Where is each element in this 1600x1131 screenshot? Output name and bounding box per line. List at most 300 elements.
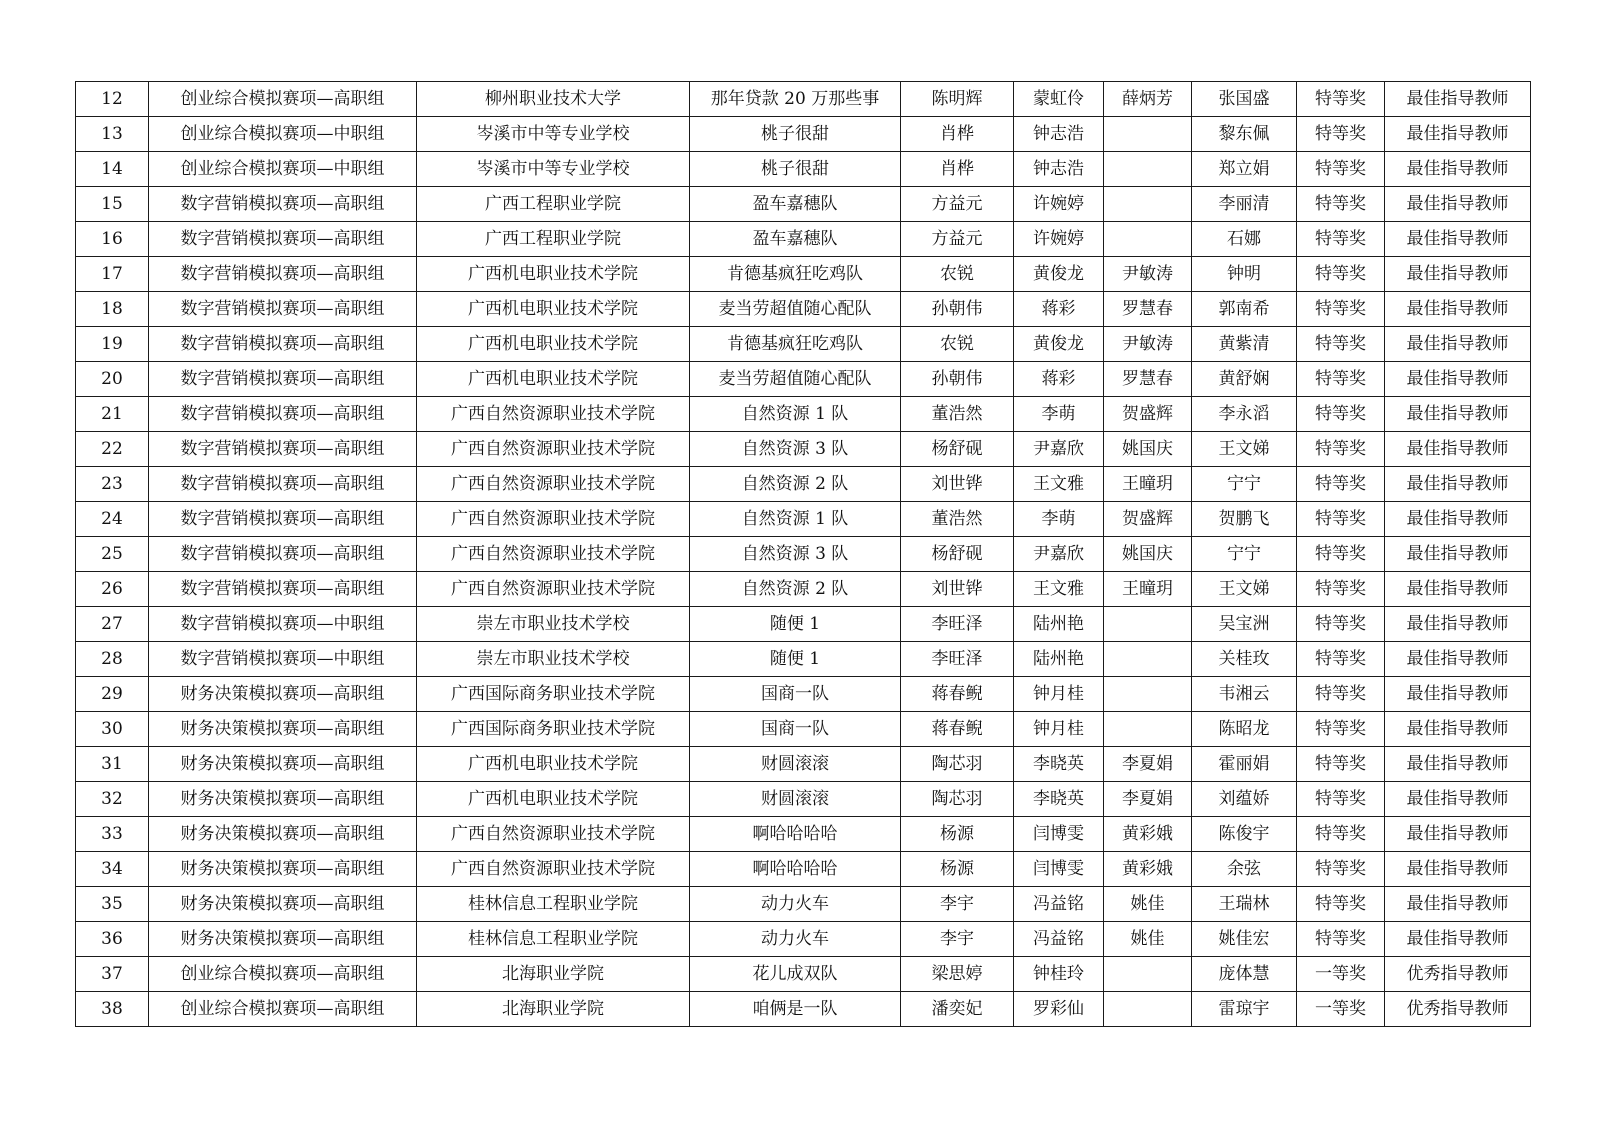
cell-teacher: 雷琼宇 (1192, 992, 1297, 1027)
cell-member3: 姚佳 (1104, 887, 1192, 922)
cell-honor: 最佳指导教师 (1385, 572, 1531, 607)
cell-no: 12 (76, 82, 149, 117)
cell-member3: 王曈玥 (1104, 467, 1192, 502)
cell-event: 数字营销模拟赛项—高职组 (149, 397, 417, 432)
cell-award: 特等奖 (1297, 432, 1385, 467)
cell-member1: 董浩然 (901, 397, 1014, 432)
table-row (76, 747, 1531, 782)
cell-no: 14 (76, 152, 149, 187)
cell-team: 随便 1 (690, 607, 901, 642)
cell-member1: 陈明辉 (901, 82, 1014, 117)
cell-member2: 钟桂玲 (1014, 957, 1104, 992)
cell-no: 20 (76, 362, 149, 397)
cell-member1: 刘世铧 (901, 572, 1014, 607)
cell-event: 数字营销模拟赛项—高职组 (149, 502, 417, 537)
cell-member2: 罗彩仙 (1014, 992, 1104, 1027)
cell-no: 34 (76, 852, 149, 887)
cell-event: 数字营销模拟赛项—高职组 (149, 572, 417, 607)
cell-teacher: 钟明 (1192, 257, 1297, 292)
table-row (76, 327, 1531, 362)
cell-no: 15 (76, 187, 149, 222)
table-row (76, 117, 1531, 152)
table-row (76, 397, 1531, 432)
cell-member1: 杨源 (901, 817, 1014, 852)
cell-member2: 黄俊龙 (1014, 327, 1104, 362)
cell-award: 特等奖 (1297, 747, 1385, 782)
cell-member3: 贺盛辉 (1104, 502, 1192, 537)
cell-no: 19 (76, 327, 149, 362)
cell-school: 广西机电职业技术学院 (417, 292, 690, 327)
cell-event: 数字营销模拟赛项—中职组 (149, 607, 417, 642)
cell-no: 26 (76, 572, 149, 607)
cell-member3: 薛炳芳 (1104, 82, 1192, 117)
cell-teacher: 郭南希 (1192, 292, 1297, 327)
cell-award: 特等奖 (1297, 397, 1385, 432)
cell-honor: 最佳指导教师 (1385, 222, 1531, 257)
cell-member3 (1104, 642, 1192, 677)
cell-event: 财务决策模拟赛项—高职组 (149, 712, 417, 747)
cell-no: 13 (76, 117, 149, 152)
cell-award: 特等奖 (1297, 537, 1385, 572)
cell-award: 特等奖 (1297, 257, 1385, 292)
cell-member2: 冯益铭 (1014, 922, 1104, 957)
cell-honor: 最佳指导教师 (1385, 712, 1531, 747)
table-row (76, 537, 1531, 572)
cell-member2: 钟志浩 (1014, 117, 1104, 152)
cell-honor: 最佳指导教师 (1385, 677, 1531, 712)
cell-team: 花儿成双队 (690, 957, 901, 992)
cell-award: 特等奖 (1297, 782, 1385, 817)
cell-member1: 农锐 (901, 327, 1014, 362)
table-row (76, 607, 1531, 642)
cell-award: 特等奖 (1297, 712, 1385, 747)
cell-no: 30 (76, 712, 149, 747)
cell-teacher: 王文娣 (1192, 572, 1297, 607)
cell-teacher: 陈俊宇 (1192, 817, 1297, 852)
cell-member2: 闫博雯 (1014, 817, 1104, 852)
cell-school: 广西工程职业学院 (417, 187, 690, 222)
cell-award: 特等奖 (1297, 222, 1385, 257)
cell-honor: 优秀指导教师 (1385, 992, 1531, 1027)
cell-teacher: 吴宝洲 (1192, 607, 1297, 642)
cell-school: 崇左市职业技术学校 (417, 607, 690, 642)
cell-team: 桃子很甜 (690, 152, 901, 187)
cell-school: 广西机电职业技术学院 (417, 327, 690, 362)
cell-teacher: 郑立娟 (1192, 152, 1297, 187)
cell-award: 特等奖 (1297, 152, 1385, 187)
cell-member3: 罗慧春 (1104, 292, 1192, 327)
cell-teacher: 王文娣 (1192, 432, 1297, 467)
cell-member2: 王文雅 (1014, 572, 1104, 607)
cell-school: 广西机电职业技术学院 (417, 747, 690, 782)
cell-honor: 最佳指导教师 (1385, 817, 1531, 852)
cell-member3: 黄彩娥 (1104, 852, 1192, 887)
cell-team: 盈车嘉穗队 (690, 187, 901, 222)
cell-honor: 最佳指导教师 (1385, 117, 1531, 152)
cell-teacher: 韦湘云 (1192, 677, 1297, 712)
cell-honor: 最佳指导教师 (1385, 432, 1531, 467)
cell-team: 国商一队 (690, 677, 901, 712)
cell-member1: 李旺泽 (901, 642, 1014, 677)
cell-award: 特等奖 (1297, 607, 1385, 642)
cell-teacher: 刘蕴娇 (1192, 782, 1297, 817)
cell-member1: 刘世铧 (901, 467, 1014, 502)
cell-member1: 潘奕妃 (901, 992, 1014, 1027)
table-row (76, 82, 1531, 117)
cell-member2: 陆州艳 (1014, 607, 1104, 642)
cell-honor: 最佳指导教师 (1385, 642, 1531, 677)
cell-team: 随便 1 (690, 642, 901, 677)
cell-school: 广西工程职业学院 (417, 222, 690, 257)
cell-member3 (1104, 607, 1192, 642)
cell-teacher: 李永滔 (1192, 397, 1297, 432)
cell-teacher: 黄紫清 (1192, 327, 1297, 362)
cell-member3 (1104, 957, 1192, 992)
award-list-page (75, 81, 1530, 1027)
cell-school: 柳州职业技术大学 (417, 82, 690, 117)
cell-school: 北海职业学院 (417, 992, 690, 1027)
cell-team: 啊哈哈哈哈 (690, 852, 901, 887)
cell-school: 广西自然资源职业技术学院 (417, 502, 690, 537)
cell-school: 广西国际商务职业技术学院 (417, 677, 690, 712)
cell-no: 18 (76, 292, 149, 327)
cell-honor: 最佳指导教师 (1385, 852, 1531, 887)
cell-school: 桂林信息工程职业学院 (417, 887, 690, 922)
cell-award: 特等奖 (1297, 502, 1385, 537)
award-table-body (76, 82, 1531, 1027)
cell-member1: 李宇 (901, 922, 1014, 957)
table-row (76, 152, 1531, 187)
cell-team: 肯德基疯狂吃鸡队 (690, 327, 901, 362)
cell-honor: 最佳指导教师 (1385, 292, 1531, 327)
cell-honor: 最佳指导教师 (1385, 747, 1531, 782)
cell-member2: 尹嘉欣 (1014, 432, 1104, 467)
cell-no: 31 (76, 747, 149, 782)
cell-member1: 杨源 (901, 852, 1014, 887)
cell-award: 特等奖 (1297, 852, 1385, 887)
cell-no: 37 (76, 957, 149, 992)
cell-event: 数字营销模拟赛项—中职组 (149, 642, 417, 677)
table-row (76, 362, 1531, 397)
cell-school: 广西自然资源职业技术学院 (417, 817, 690, 852)
cell-award: 特等奖 (1297, 187, 1385, 222)
cell-member2: 冯益铭 (1014, 887, 1104, 922)
cell-award: 特等奖 (1297, 327, 1385, 362)
cell-event: 数字营销模拟赛项—高职组 (149, 222, 417, 257)
cell-school: 广西自然资源职业技术学院 (417, 572, 690, 607)
cell-school: 广西机电职业技术学院 (417, 362, 690, 397)
cell-award: 特等奖 (1297, 677, 1385, 712)
cell-member1: 李旺泽 (901, 607, 1014, 642)
cell-member3 (1104, 712, 1192, 747)
cell-member1: 孙朝伟 (901, 362, 1014, 397)
cell-team: 桃子很甜 (690, 117, 901, 152)
cell-teacher: 庞体慧 (1192, 957, 1297, 992)
cell-team: 自然资源 1 队 (690, 397, 901, 432)
cell-event: 财务决策模拟赛项—高职组 (149, 817, 417, 852)
cell-award: 特等奖 (1297, 817, 1385, 852)
cell-teacher: 黎东佩 (1192, 117, 1297, 152)
cell-member2: 尹嘉欣 (1014, 537, 1104, 572)
cell-event: 财务决策模拟赛项—高职组 (149, 887, 417, 922)
cell-team: 自然资源 3 队 (690, 537, 901, 572)
cell-member3: 罗慧春 (1104, 362, 1192, 397)
cell-member2: 黄俊龙 (1014, 257, 1104, 292)
cell-honor: 优秀指导教师 (1385, 957, 1531, 992)
table-row (76, 782, 1531, 817)
cell-award: 特等奖 (1297, 887, 1385, 922)
table-row (76, 817, 1531, 852)
cell-member1: 方益元 (901, 187, 1014, 222)
cell-member2: 钟月桂 (1014, 712, 1104, 747)
cell-event: 创业综合模拟赛项—高职组 (149, 957, 417, 992)
cell-member1: 肖桦 (901, 152, 1014, 187)
cell-honor: 最佳指导教师 (1385, 607, 1531, 642)
cell-teacher: 石娜 (1192, 222, 1297, 257)
cell-school: 桂林信息工程职业学院 (417, 922, 690, 957)
cell-event: 数字营销模拟赛项—高职组 (149, 327, 417, 362)
cell-team: 自然资源 1 队 (690, 502, 901, 537)
cell-member2: 蒋彩 (1014, 292, 1104, 327)
table-row (76, 922, 1531, 957)
cell-team: 麦当劳超值随心配队 (690, 292, 901, 327)
cell-teacher: 宁宁 (1192, 537, 1297, 572)
cell-team: 咱俩是一队 (690, 992, 901, 1027)
cell-award: 特等奖 (1297, 292, 1385, 327)
cell-honor: 最佳指导教师 (1385, 257, 1531, 292)
cell-honor: 最佳指导教师 (1385, 502, 1531, 537)
cell-honor: 最佳指导教师 (1385, 467, 1531, 502)
cell-award: 特等奖 (1297, 922, 1385, 957)
cell-member1: 陶芯羽 (901, 747, 1014, 782)
cell-school: 广西自然资源职业技术学院 (417, 852, 690, 887)
cell-no: 23 (76, 467, 149, 502)
cell-event: 数字营销模拟赛项—高职组 (149, 257, 417, 292)
cell-member3: 贺盛辉 (1104, 397, 1192, 432)
cell-award: 特等奖 (1297, 467, 1385, 502)
cell-member2: 李晓英 (1014, 747, 1104, 782)
cell-no: 21 (76, 397, 149, 432)
cell-event: 数字营销模拟赛项—高职组 (149, 467, 417, 502)
cell-no: 28 (76, 642, 149, 677)
cell-teacher: 霍丽娟 (1192, 747, 1297, 782)
cell-member3 (1104, 992, 1192, 1027)
table-row (76, 467, 1531, 502)
cell-member3 (1104, 187, 1192, 222)
cell-member1: 李宇 (901, 887, 1014, 922)
cell-teacher: 贺鹏飞 (1192, 502, 1297, 537)
cell-honor: 最佳指导教师 (1385, 782, 1531, 817)
cell-member1: 董浩然 (901, 502, 1014, 537)
cell-member3: 姚国庆 (1104, 537, 1192, 572)
cell-team: 财圆滚滚 (690, 782, 901, 817)
cell-honor: 最佳指导教师 (1385, 537, 1531, 572)
cell-no: 29 (76, 677, 149, 712)
table-row (76, 642, 1531, 677)
cell-school: 北海职业学院 (417, 957, 690, 992)
cell-event: 财务决策模拟赛项—高职组 (149, 782, 417, 817)
cell-member1: 梁思婷 (901, 957, 1014, 992)
cell-member3 (1104, 677, 1192, 712)
cell-member2: 钟月桂 (1014, 677, 1104, 712)
cell-member1: 陶芯羽 (901, 782, 1014, 817)
cell-no: 38 (76, 992, 149, 1027)
cell-award: 一等奖 (1297, 957, 1385, 992)
cell-award: 特等奖 (1297, 572, 1385, 607)
cell-event: 创业综合模拟赛项—中职组 (149, 152, 417, 187)
cell-honor: 最佳指导教师 (1385, 362, 1531, 397)
cell-member3: 尹敏涛 (1104, 257, 1192, 292)
cell-member3: 王曈玥 (1104, 572, 1192, 607)
cell-member3 (1104, 222, 1192, 257)
cell-team: 自然资源 2 队 (690, 572, 901, 607)
cell-member3: 尹敏涛 (1104, 327, 1192, 362)
cell-member3: 姚国庆 (1104, 432, 1192, 467)
cell-honor: 最佳指导教师 (1385, 922, 1531, 957)
cell-no: 16 (76, 222, 149, 257)
cell-member2: 钟志浩 (1014, 152, 1104, 187)
cell-school: 广西自然资源职业技术学院 (417, 467, 690, 502)
cell-member1: 杨舒砚 (901, 537, 1014, 572)
cell-event: 数字营销模拟赛项—高职组 (149, 432, 417, 467)
cell-honor: 最佳指导教师 (1385, 82, 1531, 117)
table-row (76, 187, 1531, 222)
cell-member1: 农锐 (901, 257, 1014, 292)
cell-award: 特等奖 (1297, 82, 1385, 117)
cell-school: 广西自然资源职业技术学院 (417, 432, 690, 467)
cell-school: 广西机电职业技术学院 (417, 782, 690, 817)
cell-teacher: 李丽清 (1192, 187, 1297, 222)
cell-no: 35 (76, 887, 149, 922)
table-row (76, 502, 1531, 537)
cell-honor: 最佳指导教师 (1385, 887, 1531, 922)
cell-event: 数字营销模拟赛项—高职组 (149, 537, 417, 572)
table-row (76, 222, 1531, 257)
cell-member2: 陆州艳 (1014, 642, 1104, 677)
cell-teacher: 余弦 (1192, 852, 1297, 887)
cell-no: 33 (76, 817, 149, 852)
cell-event: 创业综合模拟赛项—高职组 (149, 82, 417, 117)
cell-event: 数字营销模拟赛项—高职组 (149, 362, 417, 397)
cell-member2: 李晓英 (1014, 782, 1104, 817)
cell-team: 动力火车 (690, 922, 901, 957)
cell-no: 22 (76, 432, 149, 467)
cell-event: 创业综合模拟赛项—中职组 (149, 117, 417, 152)
cell-no: 27 (76, 607, 149, 642)
cell-member3: 姚佳 (1104, 922, 1192, 957)
cell-school: 广西机电职业技术学院 (417, 257, 690, 292)
cell-teacher: 张国盛 (1192, 82, 1297, 117)
cell-honor: 最佳指导教师 (1385, 327, 1531, 362)
cell-award: 特等奖 (1297, 362, 1385, 397)
cell-member3: 黄彩娥 (1104, 817, 1192, 852)
cell-school: 岑溪市中等专业学校 (417, 152, 690, 187)
cell-no: 25 (76, 537, 149, 572)
cell-no: 17 (76, 257, 149, 292)
cell-team: 自然资源 3 队 (690, 432, 901, 467)
cell-member3: 李夏娟 (1104, 782, 1192, 817)
cell-member1: 杨舒砚 (901, 432, 1014, 467)
cell-no: 36 (76, 922, 149, 957)
cell-member3: 李夏娟 (1104, 747, 1192, 782)
cell-award: 特等奖 (1297, 642, 1385, 677)
table-row (76, 992, 1531, 1027)
cell-member1: 孙朝伟 (901, 292, 1014, 327)
cell-member2: 闫博雯 (1014, 852, 1104, 887)
cell-team: 盈车嘉穗队 (690, 222, 901, 257)
cell-school: 广西国际商务职业技术学院 (417, 712, 690, 747)
cell-team: 国商一队 (690, 712, 901, 747)
cell-team: 麦当劳超值随心配队 (690, 362, 901, 397)
cell-school: 广西自然资源职业技术学院 (417, 537, 690, 572)
table-row (76, 852, 1531, 887)
cell-event: 财务决策模拟赛项—高职组 (149, 922, 417, 957)
cell-team: 自然资源 2 队 (690, 467, 901, 502)
cell-team: 那年贷款 20 万那些事 (690, 82, 901, 117)
cell-event: 数字营销模拟赛项—高职组 (149, 187, 417, 222)
cell-team: 动力火车 (690, 887, 901, 922)
cell-award: 特等奖 (1297, 117, 1385, 152)
table-row (76, 432, 1531, 467)
cell-event: 财务决策模拟赛项—高职组 (149, 852, 417, 887)
table-row (76, 887, 1531, 922)
cell-event: 财务决策模拟赛项—高职组 (149, 747, 417, 782)
cell-member2: 王文雅 (1014, 467, 1104, 502)
cell-school: 岑溪市中等专业学校 (417, 117, 690, 152)
cell-member1: 蒋春鲵 (901, 712, 1014, 747)
cell-teacher: 姚佳宏 (1192, 922, 1297, 957)
cell-team: 啊哈哈哈哈 (690, 817, 901, 852)
cell-member2: 许婉婷 (1014, 222, 1104, 257)
cell-team: 财圆滚滚 (690, 747, 901, 782)
cell-event: 财务决策模拟赛项—高职组 (149, 677, 417, 712)
cell-teacher: 黄舒娴 (1192, 362, 1297, 397)
cell-member2: 李萌 (1014, 502, 1104, 537)
cell-event: 创业综合模拟赛项—高职组 (149, 992, 417, 1027)
cell-member2: 蒋彩 (1014, 362, 1104, 397)
cell-teacher: 陈昭龙 (1192, 712, 1297, 747)
cell-award: 一等奖 (1297, 992, 1385, 1027)
award-table (75, 81, 1531, 1027)
cell-school: 广西自然资源职业技术学院 (417, 397, 690, 432)
cell-teacher: 王瑞林 (1192, 887, 1297, 922)
cell-member1: 方益元 (901, 222, 1014, 257)
table-row (76, 292, 1531, 327)
cell-team: 肯德基疯狂吃鸡队 (690, 257, 901, 292)
cell-school: 崇左市职业技术学校 (417, 642, 690, 677)
cell-member1: 肖桦 (901, 117, 1014, 152)
cell-member1: 蒋春鲵 (901, 677, 1014, 712)
cell-teacher: 宁宁 (1192, 467, 1297, 502)
table-row (76, 572, 1531, 607)
table-row (76, 712, 1531, 747)
cell-honor: 最佳指导教师 (1385, 187, 1531, 222)
cell-member2: 李萌 (1014, 397, 1104, 432)
cell-honor: 最佳指导教师 (1385, 152, 1531, 187)
table-row (76, 257, 1531, 292)
cell-member2: 蒙虹伶 (1014, 82, 1104, 117)
cell-member3 (1104, 117, 1192, 152)
cell-event: 数字营销模拟赛项—高职组 (149, 292, 417, 327)
table-row (76, 677, 1531, 712)
cell-teacher: 关桂玫 (1192, 642, 1297, 677)
cell-no: 32 (76, 782, 149, 817)
table-row (76, 957, 1531, 992)
cell-no: 24 (76, 502, 149, 537)
cell-member2: 许婉婷 (1014, 187, 1104, 222)
cell-honor: 最佳指导教师 (1385, 397, 1531, 432)
cell-member3 (1104, 152, 1192, 187)
